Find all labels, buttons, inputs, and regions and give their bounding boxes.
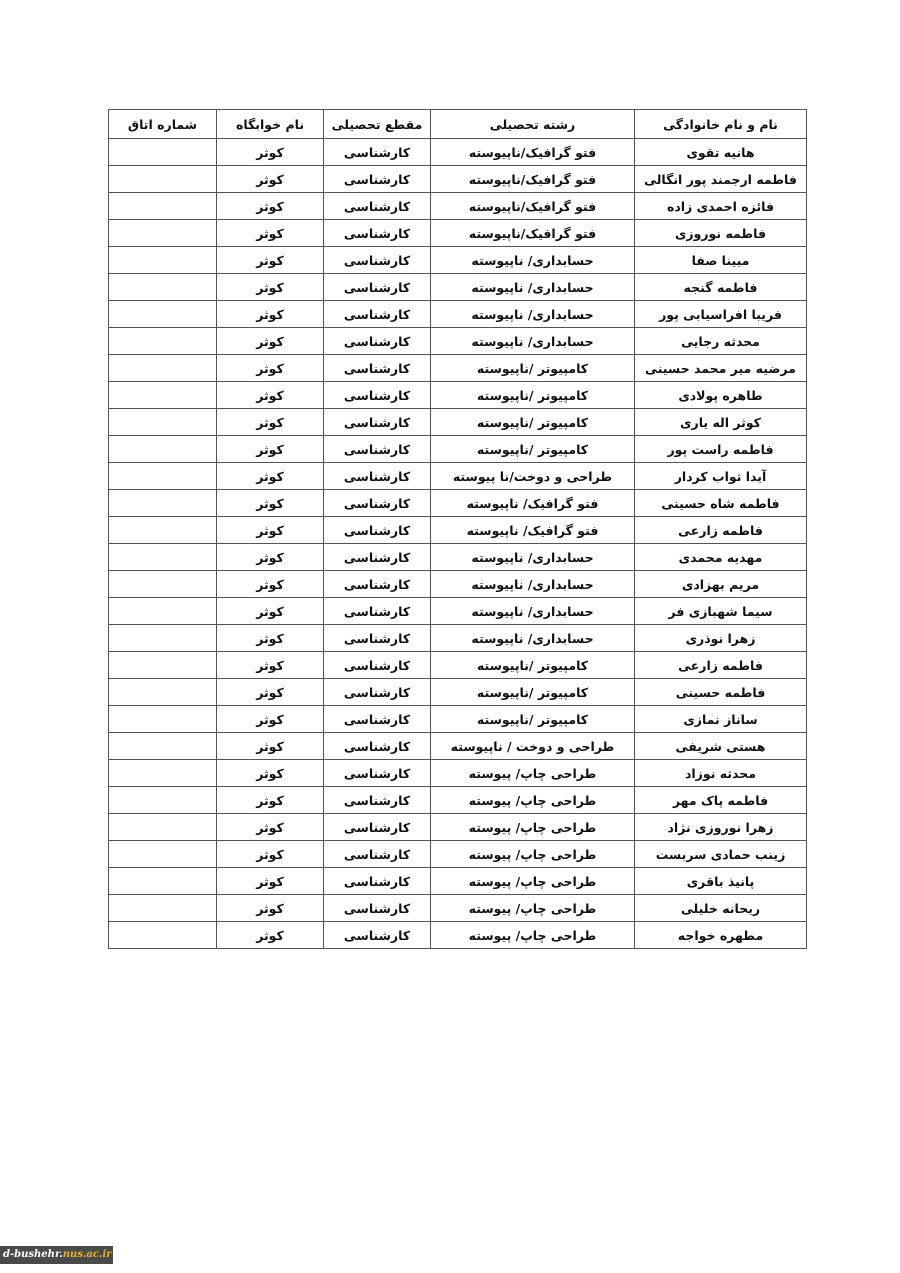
cell-major: فتو گرافیک/ ناپیوسته [431, 490, 635, 517]
cell-dorm: کوثر [217, 895, 324, 922]
cell-name: هانیه تقوی [635, 139, 807, 166]
cell-name: زهرا نوذری [635, 625, 807, 652]
table-row [109, 247, 807, 274]
cell-degree: کارشناسی [324, 625, 431, 652]
cell-degree: کارشناسی [324, 652, 431, 679]
table-body [109, 139, 807, 949]
cell-major: فتو گرافیک/ناپیوسته [431, 193, 635, 220]
cell-name: فریبا افراسیابی پور [635, 301, 807, 328]
table-row [109, 220, 807, 247]
cell-degree: کارشناسی [324, 733, 431, 760]
cell-dorm: کوثر [217, 166, 324, 193]
cell-major: کامپیوتر /ناپیوسته [431, 436, 635, 463]
cell-degree: کارشناسی [324, 868, 431, 895]
cell-name: فاطمه حسینی [635, 679, 807, 706]
cell-major: حسابداری/ ناپیوسته [431, 544, 635, 571]
cell-name: فاطمه راست پور [635, 436, 807, 463]
cell-room [109, 274, 217, 301]
table-row [109, 760, 807, 787]
cell-dorm: کوثر [217, 355, 324, 382]
cell-major: طراحی چاپ/ پیوسته [431, 787, 635, 814]
cell-degree: کارشناسی [324, 409, 431, 436]
cell-dorm: کوثر [217, 220, 324, 247]
header-dorm: نام خوابگاه [217, 110, 324, 139]
cell-dorm: کوثر [217, 409, 324, 436]
cell-dorm: کوثر [217, 787, 324, 814]
cell-name: زهرا نوروزی نژاد [635, 814, 807, 841]
cell-name: فاطمه زارعی [635, 517, 807, 544]
header-room: شماره اتاق [109, 110, 217, 139]
cell-dorm: کوثر [217, 706, 324, 733]
cell-dorm: کوثر [217, 733, 324, 760]
cell-dorm: کوثر [217, 247, 324, 274]
table-row [109, 517, 807, 544]
cell-room [109, 463, 217, 490]
cell-degree: کارشناسی [324, 328, 431, 355]
cell-major: کامپیوتر /ناپیوسته [431, 652, 635, 679]
cell-name: فاطمه ارجمند پور انگالی [635, 166, 807, 193]
cell-degree: کارشناسی [324, 787, 431, 814]
cell-major: حسابداری/ ناپیوسته [431, 301, 635, 328]
cell-major: فتو گرافیک/ ناپیوسته [431, 517, 635, 544]
dormitory-roster-table [108, 109, 807, 949]
cell-name: مهدیه محمدی [635, 544, 807, 571]
cell-degree: کارشناسی [324, 571, 431, 598]
table-row [109, 139, 807, 166]
cell-dorm: کوثر [217, 139, 324, 166]
site-domain: nus.ac.ir [62, 1249, 112, 1260]
cell-dorm: کوثر [217, 274, 324, 301]
cell-degree: کارشناسی [324, 760, 431, 787]
cell-major: فتو گرافیک/ناپیوسته [431, 139, 635, 166]
table-row [109, 274, 807, 301]
cell-name: ساناز نمازی [635, 706, 807, 733]
table-row [109, 409, 807, 436]
cell-name: فاطمه پاک مهر [635, 787, 807, 814]
cell-degree: کارشناسی [324, 436, 431, 463]
cell-major: کامپیوتر /ناپیوسته [431, 382, 635, 409]
cell-degree: کارشناسی [324, 382, 431, 409]
table-row [109, 706, 807, 733]
table-row [109, 652, 807, 679]
cell-room [109, 166, 217, 193]
table-row [109, 922, 807, 949]
table-row [109, 328, 807, 355]
cell-room [109, 247, 217, 274]
cell-name: فاطمه گنجه [635, 274, 807, 301]
table-row [109, 841, 807, 868]
cell-major: فتو گرافیک/ناپیوسته [431, 166, 635, 193]
cell-room [109, 193, 217, 220]
site-watermark [0, 1246, 113, 1264]
cell-degree: کارشناسی [324, 706, 431, 733]
table-row [109, 463, 807, 490]
table-row [109, 598, 807, 625]
cell-name: زینب حمادی سربست [635, 841, 807, 868]
table-row [109, 436, 807, 463]
cell-major: فتو گرافیک/ناپیوسته [431, 220, 635, 247]
table-row [109, 355, 807, 382]
site-prefix: d-bushehr. [3, 1249, 63, 1260]
cell-room [109, 652, 217, 679]
header-major: رشته تحصیلی [431, 110, 635, 139]
cell-degree: کارشناسی [324, 922, 431, 949]
cell-room [109, 544, 217, 571]
cell-name: فائزه احمدی زاده [635, 193, 807, 220]
cell-room [109, 571, 217, 598]
cell-dorm: کوثر [217, 193, 324, 220]
cell-dorm: کوثر [217, 328, 324, 355]
cell-degree: کارشناسی [324, 598, 431, 625]
cell-major: کامپیوتر /ناپیوسته [431, 679, 635, 706]
cell-name: فاطمه نوروزی [635, 220, 807, 247]
cell-dorm: کوثر [217, 517, 324, 544]
cell-degree: کارشناسی [324, 301, 431, 328]
cell-major: حسابداری/ ناپیوسته [431, 247, 635, 274]
table-row [109, 571, 807, 598]
cell-major: حسابداری/ ناپیوسته [431, 598, 635, 625]
cell-dorm: کوثر [217, 625, 324, 652]
cell-dorm: کوثر [217, 571, 324, 598]
table-row [109, 544, 807, 571]
cell-dorm: کوثر [217, 922, 324, 949]
cell-room [109, 814, 217, 841]
cell-major: طراحی چاپ/ پیوسته [431, 814, 635, 841]
cell-degree: کارشناسی [324, 463, 431, 490]
cell-room [109, 868, 217, 895]
table-row [109, 166, 807, 193]
cell-name: هستی شریفی [635, 733, 807, 760]
cell-name: طاهره پولادی [635, 382, 807, 409]
cell-degree: کارشناسی [324, 544, 431, 571]
header-name: نام و نام خانوادگی [635, 110, 807, 139]
cell-major: حسابداری/ ناپیوسته [431, 274, 635, 301]
cell-major: کامپیوتر /ناپیوسته [431, 409, 635, 436]
cell-room [109, 490, 217, 517]
cell-name: آیدا ثواب کردار [635, 463, 807, 490]
table-row [109, 301, 807, 328]
cell-major: طراحی چاپ/ پیوسته [431, 760, 635, 787]
cell-room [109, 760, 217, 787]
cell-degree: کارشناسی [324, 139, 431, 166]
cell-degree: کارشناسی [324, 166, 431, 193]
cell-room [109, 922, 217, 949]
cell-dorm: کوثر [217, 841, 324, 868]
cell-room [109, 220, 217, 247]
cell-name: مبینا صفا [635, 247, 807, 274]
cell-dorm: کوثر [217, 679, 324, 706]
table-header-row [109, 110, 807, 139]
cell-room [109, 517, 217, 544]
cell-degree: کارشناسی [324, 895, 431, 922]
cell-room [109, 139, 217, 166]
cell-name: مرضیه میر محمد حسینی [635, 355, 807, 382]
cell-room [109, 895, 217, 922]
table-row [109, 490, 807, 517]
cell-room [109, 355, 217, 382]
cell-dorm: کوثر [217, 463, 324, 490]
cell-degree: کارشناسی [324, 193, 431, 220]
header-degree: مقطع تحصیلی [324, 110, 431, 139]
table-row [109, 733, 807, 760]
cell-name: ریحانه خلیلی [635, 895, 807, 922]
table-row [109, 679, 807, 706]
cell-name: مریم بهزادی [635, 571, 807, 598]
cell-dorm: کوثر [217, 652, 324, 679]
cell-degree: کارشناسی [324, 814, 431, 841]
cell-major: طراحی و دوخت/نا پیوسته [431, 463, 635, 490]
cell-major: حسابداری/ ناپیوسته [431, 571, 635, 598]
cell-name: مطهره خواجه [635, 922, 807, 949]
cell-dorm: کوثر [217, 301, 324, 328]
cell-room [109, 679, 217, 706]
cell-degree: کارشناسی [324, 490, 431, 517]
cell-dorm: کوثر [217, 814, 324, 841]
cell-room [109, 625, 217, 652]
cell-major: حسابداری/ ناپیوسته [431, 625, 635, 652]
cell-major: حسابداری/ ناپیوسته [431, 328, 635, 355]
cell-room [109, 409, 217, 436]
cell-dorm: کوثر [217, 544, 324, 571]
table-row [109, 895, 807, 922]
cell-room [109, 733, 217, 760]
table-row [109, 814, 807, 841]
cell-name: فاطمه شاه حسینی [635, 490, 807, 517]
table-row [109, 787, 807, 814]
cell-dorm: کوثر [217, 760, 324, 787]
cell-name: کوثر اله یاری [635, 409, 807, 436]
cell-degree: کارشناسی [324, 841, 431, 868]
cell-major: کامپیوتر /ناپیوسته [431, 706, 635, 733]
table-row [109, 625, 807, 652]
cell-degree: کارشناسی [324, 247, 431, 274]
cell-room [109, 598, 217, 625]
cell-room [109, 382, 217, 409]
cell-name: محدثه رجایی [635, 328, 807, 355]
cell-degree: کارشناسی [324, 355, 431, 382]
table-row [109, 382, 807, 409]
cell-degree: کارشناسی [324, 274, 431, 301]
cell-room [109, 706, 217, 733]
cell-room [109, 328, 217, 355]
cell-degree: کارشناسی [324, 517, 431, 544]
cell-name: پانیذ باقری [635, 868, 807, 895]
cell-major: طراحی چاپ/ پیوسته [431, 922, 635, 949]
cell-room [109, 787, 217, 814]
cell-dorm: کوثر [217, 490, 324, 517]
cell-dorm: کوثر [217, 868, 324, 895]
table-row [109, 868, 807, 895]
cell-name: سیما شهبازی فر [635, 598, 807, 625]
cell-dorm: کوثر [217, 382, 324, 409]
cell-major: طراحی چاپ/ پیوسته [431, 841, 635, 868]
cell-major: طراحی و دوخت / ناپیوسته [431, 733, 635, 760]
cell-degree: کارشناسی [324, 220, 431, 247]
cell-degree: کارشناسی [324, 679, 431, 706]
cell-room [109, 436, 217, 463]
cell-room [109, 841, 217, 868]
cell-major: طراحی چاپ/ پیوسته [431, 868, 635, 895]
cell-name: محدثه نوزاد [635, 760, 807, 787]
cell-dorm: کوثر [217, 436, 324, 463]
cell-name: فاطمه زارعی [635, 652, 807, 679]
cell-major: طراحی چاپ/ پیوسته [431, 895, 635, 922]
cell-dorm: کوثر [217, 598, 324, 625]
cell-room [109, 301, 217, 328]
table-row [109, 193, 807, 220]
cell-major: کامپیوتر /ناپیوسته [431, 355, 635, 382]
